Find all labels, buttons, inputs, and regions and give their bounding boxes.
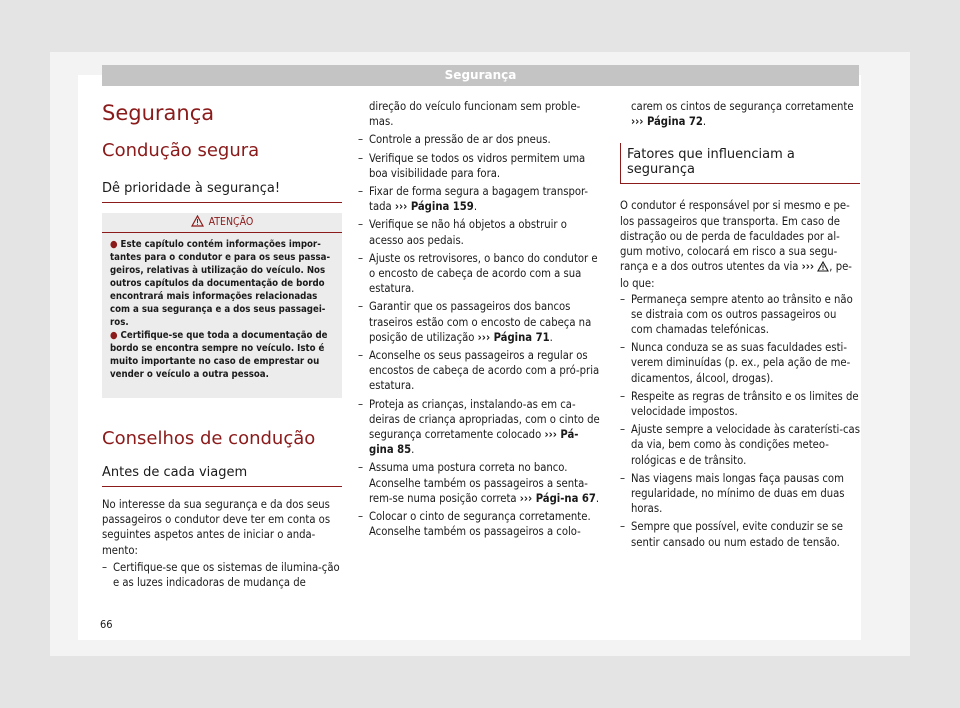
warning-label: ATENÇÃO xyxy=(208,216,254,228)
list-item xyxy=(358,460,602,506)
bullet-icon: ● xyxy=(110,239,118,250)
list-item: – Nas viagens mais longas faça pausas com regularidade, no mínimo de duas em duas horas. xyxy=(620,471,860,517)
paragraph-text: O condutor é responsável por si mesmo e pe-los passageiros que transporta. Em caso de distração ou de perda de faculdades por al-gum motivo, colocará em risco a sua segu-rança e a dos outros utentes da via xyxy=(620,199,850,274)
punctuation: . xyxy=(411,443,415,457)
warning-reference-link[interactable]: ››› xyxy=(801,260,815,274)
list-item-text: Fixar de forma segura a bagagem transpor-tada xyxy=(369,185,589,214)
list-item xyxy=(358,151,602,181)
factors-heading: Fatores que influenciam a segurança xyxy=(620,143,860,184)
page-reference-link[interactable]: ››› Pági-na 67 xyxy=(519,491,596,505)
list-item-text: Aconselhe os seus passageiros a regular os encostos de cabeça de acordo com a pró-pria estatura. xyxy=(369,349,600,393)
list-item: – Sempre que possível, evite conduzir se se sentir cansado ou num estado de tensão. xyxy=(620,519,860,549)
list-item xyxy=(358,217,602,247)
punctuation: . xyxy=(702,115,707,129)
list-item: – Permaneça sempre atento ao trânsito e não se distraia com os outros passageiros ou com chamadas telefónicas. xyxy=(620,292,860,338)
intro-paragraph: No interesse da sua segurança e da dos seus passageiros o condutor deve ter em conta os seguintes aspetos antes de iniciar o anda-mento: xyxy=(102,498,331,557)
section2-title: Conselhos de condução xyxy=(102,428,316,449)
punctuation: . xyxy=(549,330,553,344)
chapter-title: Segurança xyxy=(102,101,215,125)
warning-header xyxy=(102,213,342,233)
list-item xyxy=(358,251,602,297)
list-item-text: Proteja as crianças, instalando-as em ca-deiras de criança apropriadas, com o cinto de segurança corretamente colocado xyxy=(369,397,600,442)
list-item xyxy=(358,509,602,539)
checklist xyxy=(620,292,860,550)
list-item-text: Controle a pressão de ar dos pneus. xyxy=(369,133,551,147)
checklist xyxy=(358,132,602,539)
warning-triangle-icon xyxy=(191,215,204,234)
punctuation: . xyxy=(595,491,600,505)
column-3 xyxy=(620,99,860,553)
list-item xyxy=(358,397,602,458)
list-item xyxy=(358,348,602,394)
header-bar: Segurança xyxy=(102,65,859,86)
page-reference-link[interactable]: ››› Página 71 xyxy=(477,330,550,344)
checklist xyxy=(102,560,342,593)
list-item xyxy=(358,184,602,214)
page-reference-link[interactable]: ››› Página 72 xyxy=(631,115,703,129)
section-title: Condução segura xyxy=(102,140,260,161)
list-item: – Respeite as regras de trânsito e os limites de velocidade impostos. xyxy=(620,389,860,419)
page-reference-link[interactable]: ››› Pá-gina 85 xyxy=(369,428,579,457)
list-item-text: Assuma uma postura correta no banco. Aconselhe também os passageiros a senta-rem-se numa posição correta xyxy=(369,461,588,505)
column-2 xyxy=(358,99,602,542)
warning-item xyxy=(110,329,334,381)
warning-item xyxy=(110,238,334,329)
continuation-text: direção do veículo funcionam sem proble-mas. xyxy=(369,100,581,129)
list-item: – Ajuste sempre a velocidade às caraterísti-cas da via, bem como às condições meteo-rológicas e de trânsito. xyxy=(620,422,860,468)
list-item: – Nunca conduza se as suas faculdades esti-verem diminuídas (p. ex., pela ação de me-dicamentos, álcool, drogas). xyxy=(620,340,860,386)
punctuation: . xyxy=(473,200,478,214)
warning-box xyxy=(102,213,342,398)
list-item-text: Garantir que os passageiros dos bancos traseiros estão com o encosto de cabeça na posição de utilização xyxy=(369,300,592,344)
factors-paragraph xyxy=(620,198,860,291)
warning-triangle-icon xyxy=(817,261,829,276)
subsection-title: Dê prioridade à segurança! xyxy=(102,181,342,203)
list-item-text: Verifique se todos os vidros permitem uma boa visibilidade para fora. xyxy=(369,151,586,180)
warning-body xyxy=(102,233,342,381)
continuation-body: carem os cintos de segurança corretamente xyxy=(631,100,854,113)
bullet-icon: ● xyxy=(110,330,118,341)
subsection2-title: Antes de cada viagem xyxy=(102,465,342,487)
warning-item-text: Este capítulo contém informações impor-tantes para o condutor e para os seus passa-geiros, relativas à utilização do veículo. Nos outros capítulos da documentação de bordo encontrará mais informações relacionadas com a sua segurança e a dos seus passagei-ros. xyxy=(110,239,331,328)
list-item-text: Ajuste os retrovisores, o banco do condutor e o encosto de cabeça de acordo com a sua estatura. xyxy=(369,251,598,296)
list-item: – Certifique-se que os sistemas de ilumina-ção e as luzes indicadoras de mudança de xyxy=(102,560,342,590)
continuation-text xyxy=(631,99,860,129)
warning-item-text: Certifique-se que toda a documentação de bordo se encontra sempre no veículo. Isto é muito importante no caso de emprestar ou vender o veículo a outra pessoa. xyxy=(110,330,328,380)
page-number: 66 xyxy=(100,618,113,631)
paragraph-text: , pe-lo que: xyxy=(620,260,852,291)
list-item xyxy=(358,132,602,147)
list-item xyxy=(358,299,602,345)
list-item-text: Verifique se não há objetos a obstruir o acesso aos pedais. xyxy=(369,218,567,247)
page-reference-link[interactable]: ››› Página 159 xyxy=(394,200,474,214)
list-item-text: Colocar o cinto de segurança corretamente. Aconselhe também os passageiros a colo- xyxy=(369,510,591,539)
